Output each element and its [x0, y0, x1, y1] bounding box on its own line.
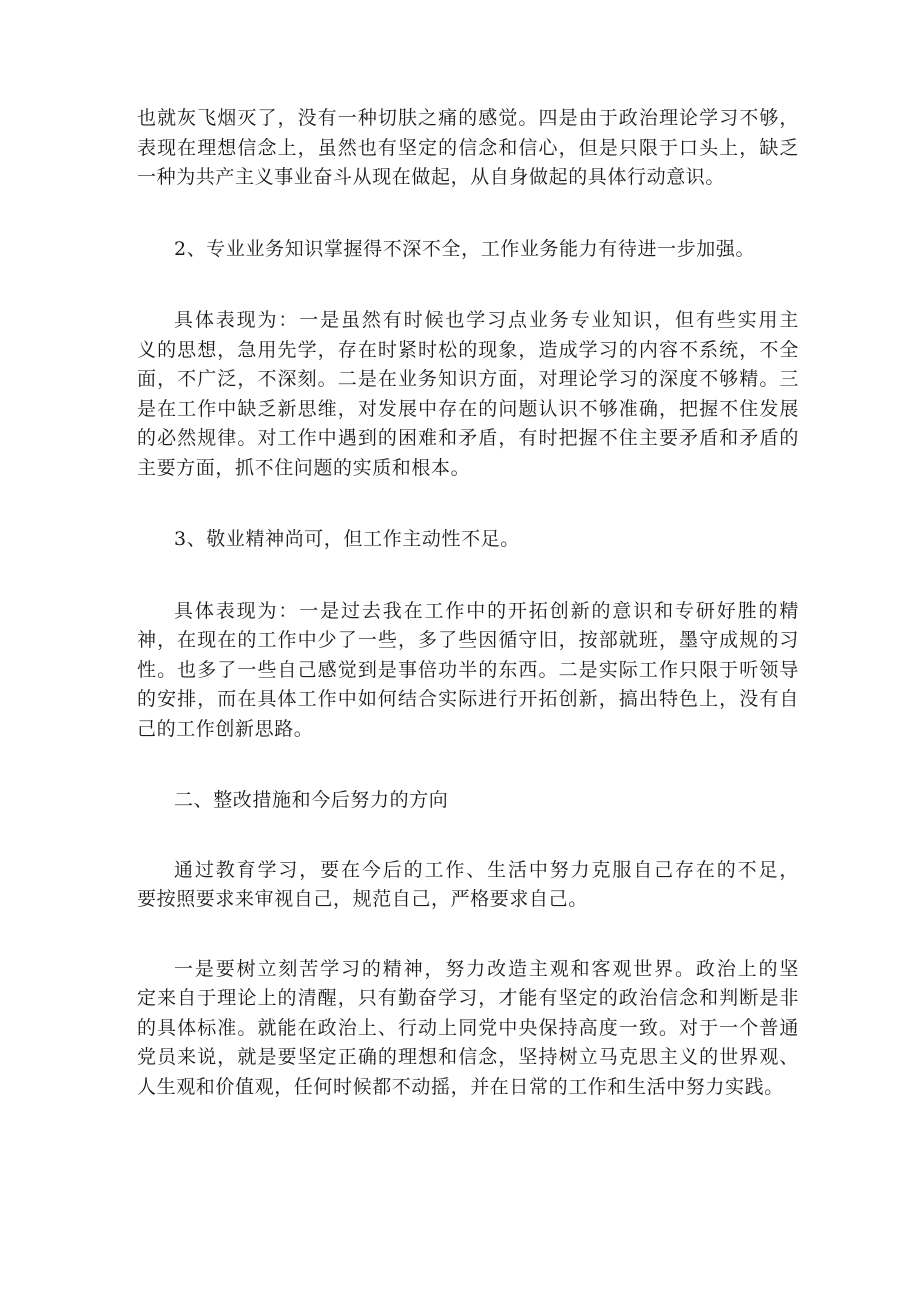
text-line: 己的工作创新思路。 — [137, 717, 314, 740]
text-line: 的具体标准。就能在政治上、行动上同党中央保持高度一致。对于一个普通 — [137, 1016, 799, 1039]
text-line: 表现在理想信念上，虽然也有坚定的信念和信心，但是只限于口头上，缺乏 — [137, 136, 799, 159]
section-title — [137, 786, 799, 816]
paragraph-measure-1 — [137, 955, 799, 1103]
text-line: 二、整改措施和今后努力的方向 — [174, 789, 449, 811]
text-line: 要按照要求来审视自己，规范自己，严格要求自己。 — [137, 888, 588, 910]
subheading-2 — [137, 235, 799, 265]
text-line: 人生观和价值观，任何时候都不动摇，并在日常的工作和生活中努力实践。 — [137, 1075, 784, 1098]
text-line: 通过教育学习，要在今后的工作、生活中努力克服自己存在的不足， — [174, 858, 799, 881]
subheading-3 — [137, 525, 799, 555]
text-line: 也就灰飞烟灭了，没有一种切肤之痛的感觉。四是由于政治理论学习不够， — [137, 107, 799, 129]
paragraph-section-intro — [137, 856, 799, 915]
text-line: 性。也多了一些自己感觉到是事倍功半的东西。二是实际工作只限于听领导 — [137, 658, 799, 681]
text-line: 的安排，而在具体工作中如何结合实际进行开拓创新，搞出特色上，没有自 — [137, 688, 799, 710]
text-line: 3、敬业精神尚可，但工作主动性不足。 — [174, 528, 520, 550]
text-line: 面，不广泛，不深刻。二是在业务知识方面，对理论学习的深度不够精。三 — [137, 368, 799, 390]
paragraph-detail-2 — [137, 306, 799, 483]
text-line: 义的思想，急用先学，存在时紧时松的现象，造成学习的内容不系统，不全 — [137, 338, 799, 361]
document-page — [137, 104, 799, 1102]
text-line: 是在工作中缺乏新思维，对发展中存在的问题认识不够准确，把握不住发展 — [137, 397, 799, 420]
text-line: 具体表现为：一是过去我在工作中的开拓创新的意识和专研好胜的精 — [174, 599, 799, 622]
text-line: 的必然规律。对工作中遇到的困难和矛盾，有时把握不住主要矛盾和矛盾的 — [137, 427, 799, 449]
text-line: 神，在现在的工作中少了一些，多了些因循守旧，按部就班，墨守成规的习 — [137, 629, 799, 651]
text-line: 2、专业业务知识掌握得不深不全，工作业务能力有待进一步加强。 — [174, 237, 756, 260]
text-line: 具体表现为：一是虽然有时候也学习点业务专业知识，但有些实用主 — [174, 309, 799, 331]
text-line: 主要方面，抓不住问题的实质和根本。 — [137, 456, 471, 479]
text-line: 一种为共产主义事业奋斗从现在做起，从自身做起的具体行动意识。 — [137, 166, 726, 188]
paragraph-detail-3 — [137, 597, 799, 745]
text-line: 党员来说，就是要坚定正确的理想和信念，坚持树立马克思主义的世界观、 — [137, 1046, 799, 1068]
text-line: 定来自于理论上的清醒，只有勤奋学习，才能有坚定的政治信念和判断是非 — [137, 987, 799, 1009]
paragraph-intro-continued — [137, 104, 799, 193]
text-line: 一是要树立刻苦学习的精神，努力改造主观和客观世界。政治上的坚 — [174, 957, 799, 980]
